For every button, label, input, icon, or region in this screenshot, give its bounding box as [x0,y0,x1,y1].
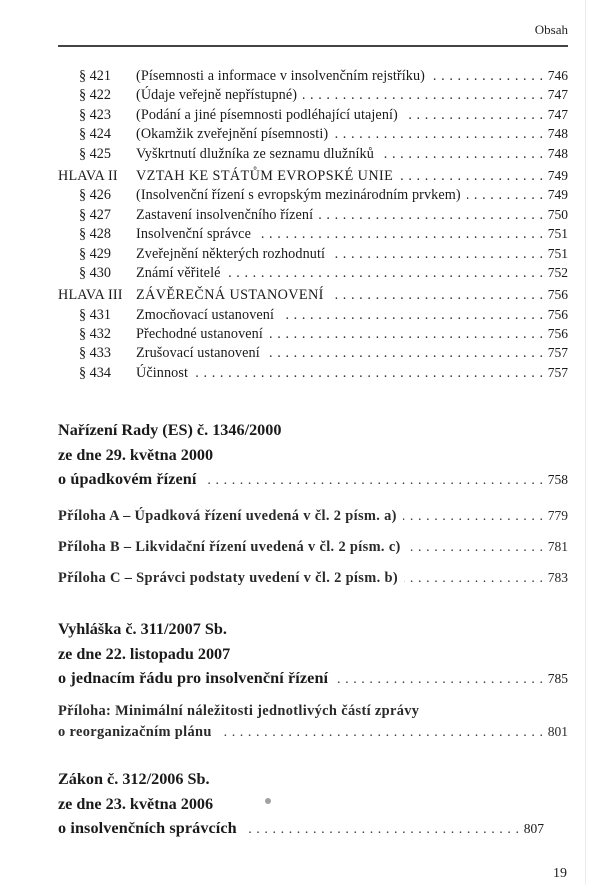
toc-entry[interactable] [58,816,544,843]
toc-entry[interactable] [58,224,568,243]
section-number: § 422 [79,87,111,104]
section-number: § 430 [79,264,111,281]
entry-title: Vyškrtnutí dlužníka ze seznamu dlužníků [136,145,374,162]
dot-leader [243,818,519,843]
chapter-number: HLAVA III [58,287,123,304]
entry-page: 781 [547,538,568,554]
entry-page: 748 [547,145,568,161]
entry-page: 807 [523,821,544,836]
toc-entry[interactable] [58,205,568,224]
chapter-number: HLAVA II [58,167,118,184]
entry-page: 756 [547,326,568,342]
entry-title: (Okamžik zveřejnění písemnosti) [136,126,329,143]
entry-page: 749 [547,167,568,183]
section-number: § 425 [79,145,111,162]
entry-title: o insolvenčních správcích [58,819,237,837]
entry-page: 779 [547,507,568,523]
section-number: § 434 [79,364,111,381]
section-title-line: ze dne 22. listopadu 2007 [58,644,231,663]
entry-title: (Podání a jiné písemnosti podléhající utajení) [136,106,398,123]
entry-title: o jednacím řádu pro insolvenční řízení [58,669,329,687]
toc-entry[interactable] [58,343,568,362]
entry-page: 751 [547,226,568,242]
entry-page: 747 [547,106,568,122]
toc-entry[interactable] [58,467,568,494]
entry-page: 752 [547,264,568,280]
dot-leader [203,469,543,494]
entry-title: (Údaje veřejně nepřístupné) [136,87,298,104]
toc-entry-annex[interactable] [58,501,568,532]
dot-leader [403,502,543,532]
entry-title: Zastavení insolvenčního řízení [136,206,314,223]
dot-leader [280,306,543,325]
dot-leader [431,67,543,86]
toc-section-regulation-1346 [58,418,568,594]
toc-entry[interactable] [58,185,568,204]
toc-entry-annex[interactable] [58,721,568,744]
section-number: § 421 [79,68,111,84]
entry-title: Příloha C – Správci podstaty uvedení v čl. 2 písm. b) [58,569,398,586]
toc-entry[interactable] [58,666,568,693]
section-title-line: ze dne 29. května 2000 [58,445,214,464]
entry-title: Přechodné ustanovení [136,326,263,343]
entry-title: ZÁVĚREČNÁ USTANOVENÍ [136,287,324,304]
page-edge [585,0,586,885]
annex-title-line: Příloha: Minimální náležitosti jednotlivých částí zprávy [58,702,420,719]
dot-leader [334,668,543,693]
dot-leader [404,564,543,594]
dot-leader [266,344,543,363]
entry-page: 747 [547,87,568,103]
entry-page: 756 [547,287,568,303]
section-title-line: Vyhláška č. 311/2007 Sb. [58,620,227,638]
toc-entry[interactable] [58,124,568,143]
section-number: § 426 [79,187,111,204]
entry-title: Známí věřitelé [136,264,221,281]
toc-chapter[interactable] [58,166,568,185]
entry-page: 751 [547,245,568,261]
toc-list [58,66,568,382]
entry-page: 749 [547,187,568,203]
entry-title: Zrušovací ustanovení [136,345,260,362]
entry-page: 750 [547,206,568,222]
section-number: § 432 [79,326,111,343]
toc-chapter[interactable] [58,285,568,304]
section-number: § 429 [79,245,111,262]
page-number: 19 [553,866,567,881]
entry-title: Příloha A – Úpadková řízení uvedená v čl. 2 písm. a) [58,507,397,524]
dot-leader [218,722,543,744]
section-title-line: Nařízení Rady (ES) č. 1346/2000 [58,421,282,439]
toc-entry[interactable] [58,105,568,124]
toc-entry[interactable] [58,263,568,282]
toc-section-act-312 [58,767,568,843]
header-rule [58,45,568,47]
entry-page: 756 [547,306,568,322]
dot-leader [399,167,543,186]
entry-page: 801 [547,723,568,739]
dot-leader [467,186,543,205]
toc-entry-annex[interactable] [58,532,568,563]
entry-page: 783 [547,569,568,585]
dot-leader [380,145,543,164]
toc-entry[interactable] [58,144,568,163]
entry-title: o reorganizačním plánu [58,723,212,740]
toc-entry[interactable] [58,305,568,324]
dot-leader [227,264,543,283]
toc-entry[interactable] [58,85,568,104]
section-number: § 427 [79,206,111,223]
entry-title: (Insolvenční řízení s evropským mezinárodním prvkem) [136,187,461,204]
running-head: Obsah [534,22,568,37]
entry-page: 785 [547,671,568,686]
section-number: § 424 [79,126,111,143]
entry-page: 758 [547,472,568,487]
dot-leader [257,225,543,244]
toc-entry[interactable] [58,324,568,343]
entry-page: 746 [547,68,568,83]
toc-entry[interactable] [58,66,568,85]
toc-entry[interactable] [58,244,568,263]
dot-leader [331,245,543,264]
section-number: § 431 [79,306,111,323]
dot-leader [319,206,543,225]
toc-section-decree-311 [58,617,568,744]
toc-entry-annex[interactable] [58,563,568,594]
entry-page: 757 [547,364,568,380]
entry-title: VZTAH KE STÁTŮM EVROPSKÉ UNIE [136,167,394,184]
section-number: § 428 [79,226,111,243]
section-title-line: Zákon č. 312/2006 Sb. [58,770,210,788]
dot-leader [303,86,543,105]
dot-leader [269,325,543,344]
dot-leader [194,364,543,383]
entry-title: Příloha B – Likvidační řízení uvedená v čl. 2 písm. c) [58,538,401,555]
dot-leader [334,125,543,144]
entry-title: Insolvenční správce [136,226,251,243]
section-number: § 433 [79,345,111,362]
entry-title: Zveřejnění některých rozhodnutí [136,245,326,262]
entry-title: (Písemnosti a informace v insolvenčním rejstříku) [136,68,425,84]
entry-title: Účinnost [136,364,189,381]
dot-leader [404,106,543,125]
entry-page: 748 [547,126,568,142]
section-number: § 423 [79,106,111,123]
section-title-line: ze dne 23. května 2006 [58,794,214,813]
dot-leader [407,533,543,563]
entry-title: Zmocňovací ustanovení [136,306,275,323]
dot-leader [330,286,543,305]
entry-title: o úpadkovém řízení [58,470,197,488]
print-smudge [265,798,271,804]
entry-page: 757 [547,345,568,361]
toc-entry[interactable] [58,363,568,382]
